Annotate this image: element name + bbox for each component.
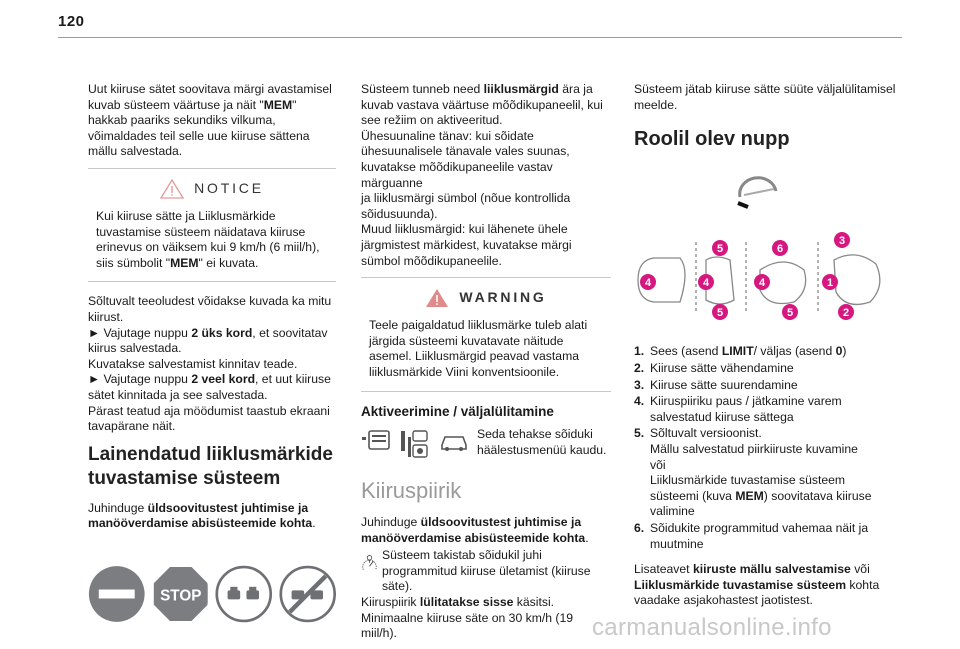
no-overtaking-sign-icon xyxy=(215,562,273,626)
paragraph-limiter-recommendations: Juhinduge üldsoovitustest juhtimise ja manööverdamise abisüsteemide kohta. xyxy=(361,515,589,545)
page-number: 120 xyxy=(58,13,85,30)
activation-text: Seda tehakse sõiduki häälestusmenüü kaudu. xyxy=(477,427,607,457)
callout-markers xyxy=(640,232,854,320)
section-heading-speed-limiter: Kiiruspiirik xyxy=(361,478,462,504)
paragraph-multiple-speeds: Sõltuvalt teeoludest võidakse kuvada ka mitu kiirust. ► Vajutage nuppu 2 üks kord, et soovitatav kiirus salvestada. Kuvatakse salvestamist kinnitav teade. ► Vajutage nuppu 2 veel kord, et uut kiiruse sätet kinnitada ja see salvestada. Pärast teatud aja möödumist taastub ekraani tavapärane näit. xyxy=(88,294,332,434)
warning-box xyxy=(361,277,611,391)
list-item: 1. Sees (asend LIMIT/ väljas (asend 0) xyxy=(634,344,847,359)
column-2 xyxy=(361,82,611,649)
list-item: 3. Kiiruse sätte suurendamine xyxy=(634,377,798,392)
paragraph-more-info: Lisateavet kiiruste mällu salvestamise või Liiklusmärkide tuvastamise süsteem kohta vaadake asjakohastest jaotistest. xyxy=(634,562,880,608)
section-heading-steering-button: Roolil olev nupp xyxy=(634,128,790,151)
steering-controls-diagram xyxy=(634,230,896,320)
notice-box xyxy=(88,168,336,282)
end-no-overtaking-sign-icon xyxy=(279,562,337,626)
svg-text:6: 6 xyxy=(776,242,784,255)
notice-body: Kui kiiruse sätte ja Liiklusmärkide tuvastamise süsteem näidatava kiiruse erinevus on väiksem kui 9 km/h (6 miil/h), siis sümbolit "MEM" ei kuvata. xyxy=(96,208,320,270)
paragraph-manual-activation: Kiiruspiirik lülitatakse sisse käsitsi. xyxy=(361,595,555,610)
settings-menu-icon xyxy=(399,429,431,461)
notice-title: NOTICE xyxy=(194,180,264,197)
watermark: carmanualsonline.info xyxy=(592,614,832,641)
notice-triangle-icon xyxy=(160,179,184,199)
subheading-activation: Aktiveerimine / väljalülitamine xyxy=(361,403,554,419)
no-entry-sign-icon xyxy=(88,562,146,626)
svg-text:5: 5 xyxy=(786,306,794,319)
speedometer-icon xyxy=(361,548,378,580)
list-item: 5. Sõltuvalt versioonist. Mällu salvestatud piirkiiruste kuvamine või Liiklusmärkide tuvastamise süsteem süsteemi (kuva MEM) soovitatava kiiruse valimine xyxy=(634,426,872,519)
header-rule xyxy=(58,37,902,38)
steering-wheel-icon xyxy=(734,175,780,211)
list-item: 6. Sõidukite programmitud vahemaa näit ja muutmine xyxy=(634,520,869,551)
vehicle-settings-icon xyxy=(439,429,469,453)
warning-triangle-icon xyxy=(425,288,449,308)
svg-text:5: 5 xyxy=(716,242,724,255)
traffic-signs-row xyxy=(88,562,336,626)
column-3 xyxy=(634,82,896,617)
svg-text:2: 2 xyxy=(842,306,850,319)
list-item: 2. Kiiruse sätte vähendamine xyxy=(634,360,794,375)
warning-body: Teele paigaldatud liiklusmärke tuleb alati järgida süsteemi kuvatavate näitude asemel. Liiklusmärgid peavad vastama liiklusmärkide Viini konventsioonile. xyxy=(369,318,588,379)
section-heading-sign-recognition: Lainendatud liiklusmärkide tuvastamise süsteem xyxy=(88,443,333,489)
paragraph-minimum-speed: Minimaalne kiiruse säte on 30 km/h (19 miil/h). xyxy=(361,610,574,641)
controls-list xyxy=(634,344,896,552)
touchscreen-menu-icon xyxy=(361,429,391,455)
svg-text:4: 4 xyxy=(702,276,710,289)
paragraph-recommendations: Juhinduge üldsoovitustest juhtimise ja manööverdamise abisüsteemide kohta. xyxy=(88,500,316,531)
paragraph-system-recognizes: Süsteem tunneb need liiklusmärgid ära ja kuvab vastava väärtuse mõõdikupaneelil, kui see režiim on aktiveeritud. Ühesuunaline tänav: kui sõidate ühesuunalisele tänavale vales suunas, kuvatakse mõõdikupaneelile vastav märguanne ja liiklusmärgi sümbol (nõue kontrollida sõidusuunda). Muud liiklusmärgid: kui lähenete ühele järgmistest märkidest, kuvatakse märgi sümbol mõõdikupaneelile. xyxy=(361,82,603,268)
svg-text:3: 3 xyxy=(838,234,846,247)
svg-text:5: 5 xyxy=(716,306,724,319)
svg-text:4: 4 xyxy=(758,276,766,289)
paragraph-memory: Süsteem jätab kiiruse sätte süüte väljalülitamisel meelde. xyxy=(634,82,896,112)
stop-sign-icon xyxy=(152,562,210,626)
svg-text:4: 4 xyxy=(644,276,652,289)
list-item: 4. Kiiruspiiriku paus / jätkamine varem salvestatud kiiruse sättega xyxy=(634,394,842,424)
warning-title: WARNING xyxy=(459,289,547,306)
column-1 xyxy=(88,82,336,626)
svg-text:STOP: STOP xyxy=(159,587,201,605)
activation-row xyxy=(361,427,611,461)
paragraph-mem-intro: Uut kiiruse sätet soovitava märgi avastamisel kuvab süsteem väärtuse ja näit "MEM" hakkab paariks sekundiks vilkuma, võimaldades teil selle uue kiiruse sättena mällu salvestada. xyxy=(88,82,332,159)
svg-text:1: 1 xyxy=(826,276,834,289)
limiter-description: Süsteem takistab sõidukil juhi programmitud kiiruse ületamist (kiiruse säte). xyxy=(361,548,611,595)
